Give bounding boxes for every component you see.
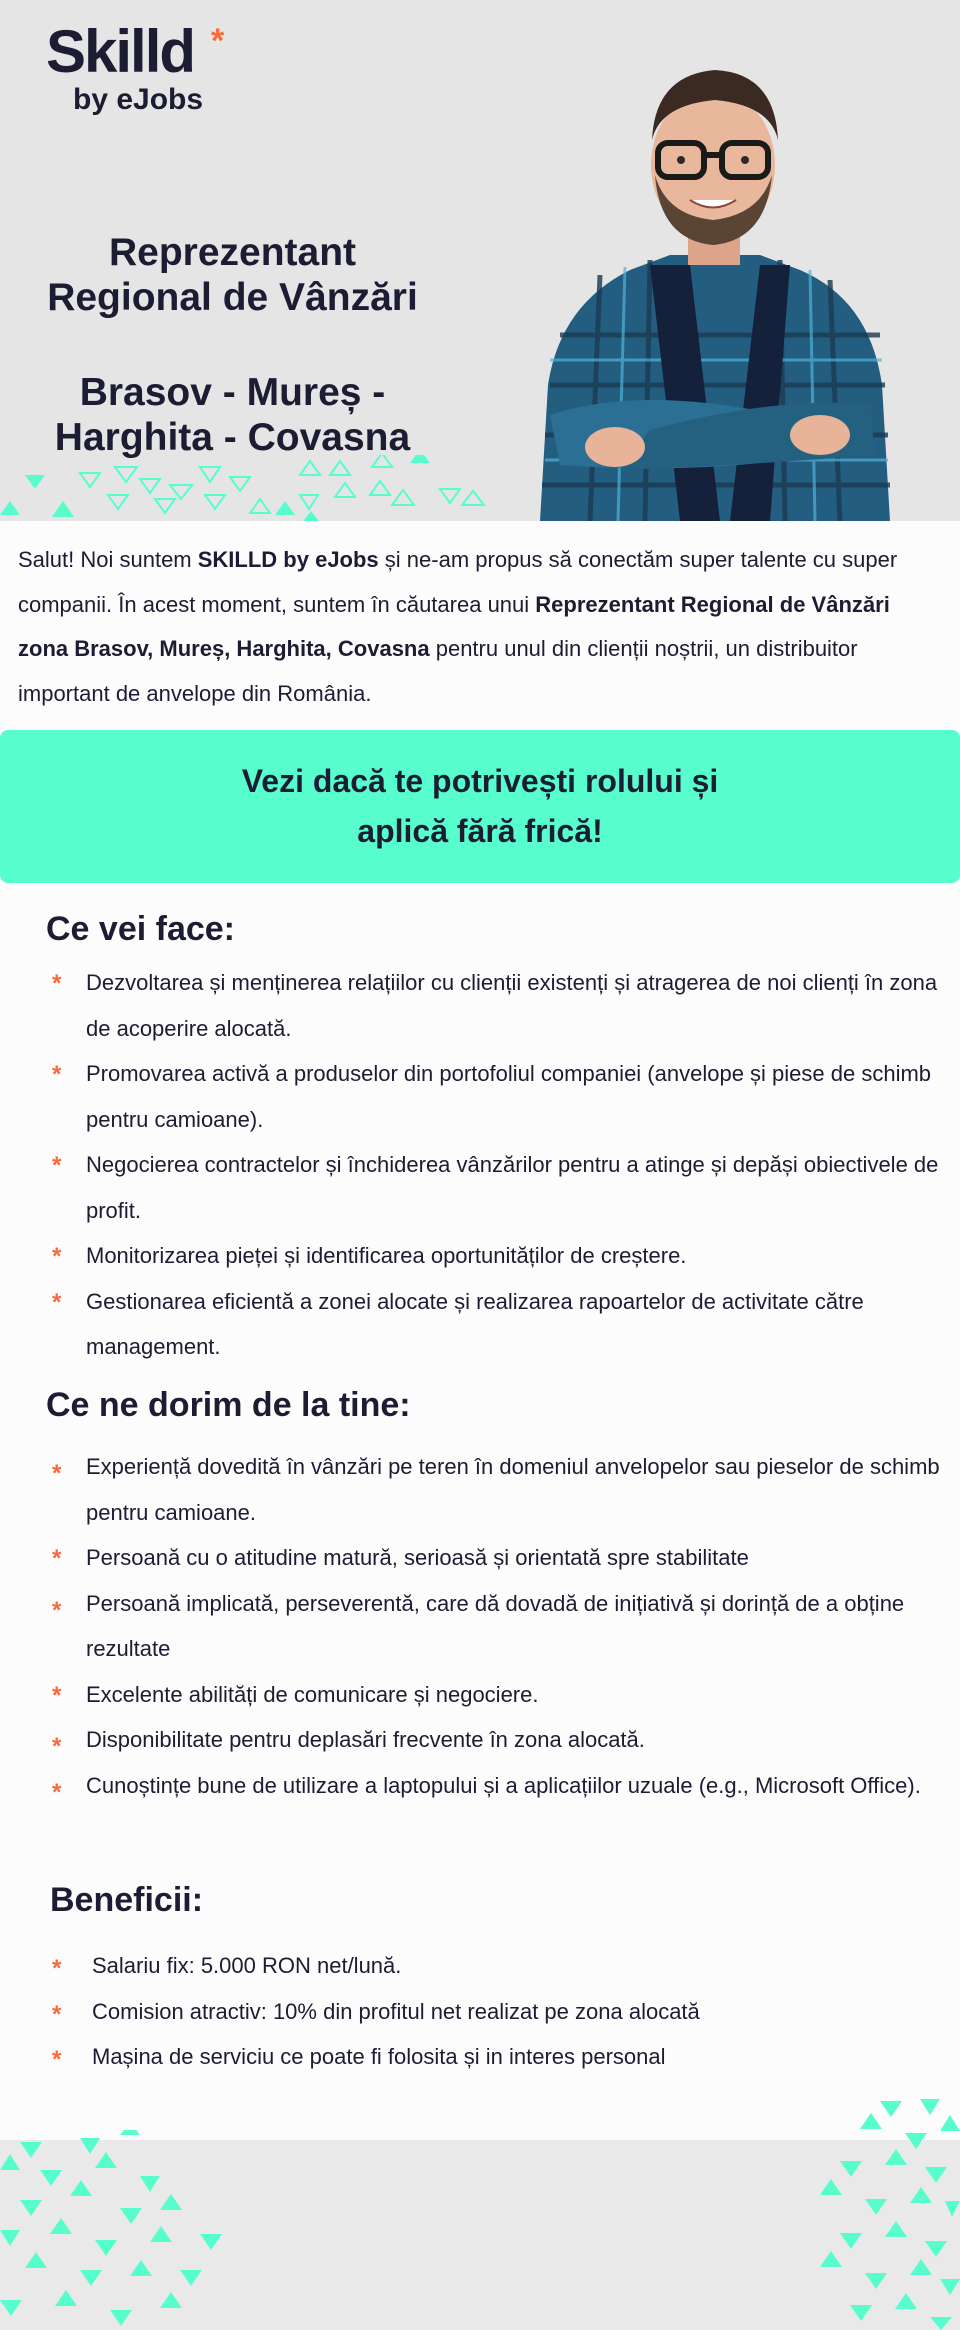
logo-asterisk-icon: * [211,22,225,60]
asterisk-icon: * [52,1288,62,1316]
candidate-photo [520,55,900,521]
list-item: * Promovarea activă a produselor din portofoliul companiei (anvelope și piese de schimb pentru camioane). [52,1061,932,1132]
intro-text-1: Salut! Noi suntem [18,547,198,572]
intro-text-2: și ne-am propus să conectăm super talente cu super companii. În acest moment, suntem în căutarea unui [18,547,898,617]
list-item: * Experiență dovedită în vânzări pe teren în domeniul anvelopelor sau pieselor de schimb pentru camioane. [52,1454,940,1525]
asterisk-icon: * [52,970,62,997]
list-item: * Monitorizarea pieței și identificarea oportunităților de creștere. [52,1243,687,1270]
cta-line-1: Vezi dacă te potrivești rolului și [241,763,719,799]
triangle-pattern-icon [0,455,500,521]
asterisk-icon: * [52,1152,62,1179]
cta-line-2: aplică fără frică! [357,813,603,849]
list-item: * Comision atractiv: 10% din profitul net realizat pe zona alocată [52,1998,700,2028]
asterisk-icon: * [52,1733,62,1760]
responsibilities-title: Ce vei face: [46,910,235,948]
logo-name: Skilld [46,18,195,85]
asterisk-icon: * [52,1955,62,1982]
asterisk-icon: * [52,1061,62,1088]
company-name: SKILLD by eJobs [197,547,379,572]
list-item: * Persoană cu o atitudine matură, serioasă și orientată spre stabilitate [52,1545,749,1572]
benefits-list [52,1943,942,2080]
responsibilities-list [52,960,946,1370]
intro-text-3: pentru unul din clienții noștrii, un distribuitor important de anvelope din România. [18,636,858,706]
logo-tagline: by eJobs [73,83,204,116]
list-item: * Excelente abilități de comunicare și negociere. [52,1681,539,1709]
list-item: * Disponibilitate pentru deplasări frecvente în zona alocată. [52,1727,645,1760]
list-item: * Persoană implicată, perseverentă, care dă dovadă de inițiativă și dorință de a obține rezultate [52,1590,905,1661]
asterisk-icon: * [52,1545,62,1572]
job-location: Brasov - Mureș - Harghita - Covasna [54,371,411,459]
asterisk-icon: * [52,1460,62,1487]
asterisk-icon: * [52,1243,62,1270]
asterisk-icon: * [52,2000,62,2028]
list-item: * Gestionarea eficientă a zonei alocate și realizarea rapoartelor de activitate către management. [52,1288,864,1359]
asterisk-icon: * [52,2046,62,2073]
role-highlight: Reprezentant Regional de Vânzări zona Brasov, Mureș, Harghita, Covasna [18,591,890,661]
asterisk-icon: * [52,1681,62,1709]
list-item: * Mașina de serviciu ce poate fi folosita și in interes personal [52,2044,666,2073]
asterisk-icon: * [52,1596,62,1624]
triangle-pattern-right-icon [810,2095,960,2330]
requirements-list [52,1444,946,1808]
list-item: * Salariu fix: 5.000 RON net/lună. [52,1953,402,1982]
asterisk-icon: * [52,1778,62,1806]
job-title: Reprezentant Regional de Vânzări [47,231,418,319]
cta-banner [0,730,960,883]
benefits-title: Beneficii: [50,1881,204,1919]
list-item: * Dezvoltarea și menținerea relațiilor cu clienții existenți și atragerea de noi clienți în zona de acoperire alocată. [52,970,938,1041]
triangle-pattern-left-icon [0,2130,240,2330]
list-item: * Negocierea contractelor și închiderea vânzărilor pentru a atinge și depăși obiectivele de profit. [52,1152,939,1223]
hero-banner [0,0,960,521]
intro-paragraph [18,538,938,716]
list-item: * Cunoștințe bune de utilizare a laptopului și a aplicațiilor uzuale (e.g., Microsoft Office). [52,1772,921,1806]
requirements-title: Ce ne dorim de la tine: [46,1386,411,1424]
